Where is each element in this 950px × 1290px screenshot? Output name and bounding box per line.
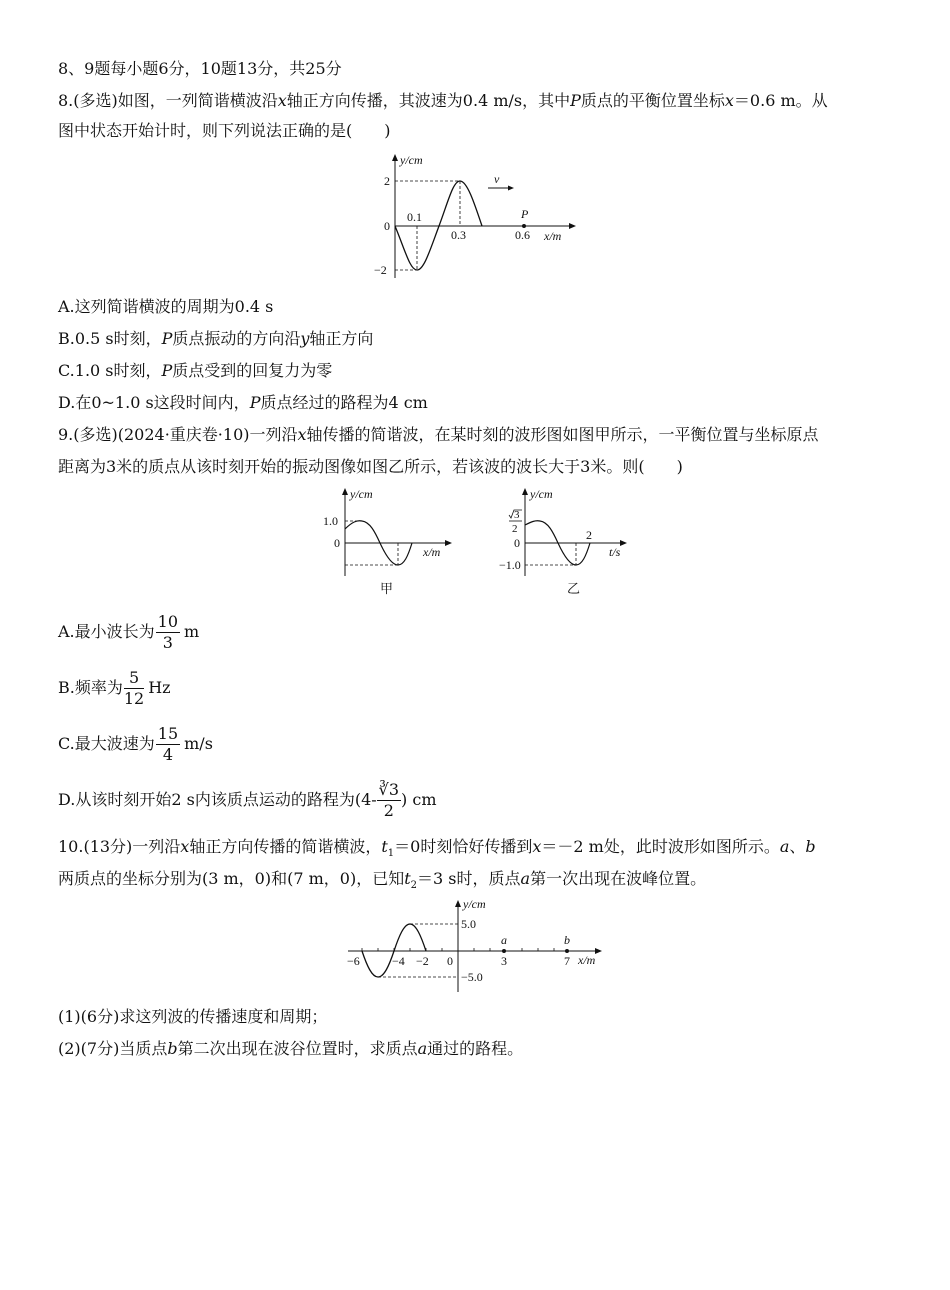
q9-option-d-num: ∛3 — [378, 780, 400, 799]
q10-stem-line2 — [58, 868, 706, 897]
q8-velocity-label: v — [494, 172, 500, 186]
q9a-caption: 甲 — [380, 581, 394, 596]
q10-stem2-a: 两质点的坐标分别为(3 m，0)和(7 m，0)，已知 — [58, 869, 405, 888]
q10-xtick-neg4: −4 — [392, 954, 405, 968]
q9-stem-b: 轴传播的简谐波，在某时刻的波形图如图甲所示，一平衡位置与坐标原点 — [306, 425, 819, 444]
q8-xlabel: x/m — [544, 229, 562, 243]
q9-option-c-den: 4 — [162, 745, 174, 764]
q9b-ylabel: y/cm — [530, 487, 553, 501]
q10-sub2-b: 第二次出现在波谷位置时，求质点 — [177, 1039, 418, 1058]
q9-option-a-num: 10 — [157, 612, 179, 631]
q10-wave-svg — [340, 896, 610, 996]
q10-sub2-a: (2)(7分)当质点 — [58, 1039, 168, 1058]
q10-stem-e: 、 — [789, 837, 806, 856]
q8-wave-figure — [360, 150, 580, 280]
q9b-ytick-zero: 0 — [514, 536, 520, 550]
q10-ytick-bottom: −5.0 — [461, 970, 483, 984]
q10-point-a — [502, 949, 506, 953]
q9-option-b-num: 5 — [124, 668, 144, 689]
q10-ytick-top: 5.0 — [461, 917, 476, 931]
q10-stem-b-point: b — [805, 837, 816, 856]
q8-stem-a: 8.(多选)如图，一列简谐横波沿 — [58, 91, 278, 110]
q10-sub1: (1)(6分)求这列波的传播速度和周期； — [58, 1007, 328, 1026]
q8-stem-p: P — [570, 91, 581, 110]
q10-xtick-neg2: −2 — [416, 954, 429, 968]
q9-option-b — [58, 666, 171, 710]
q9a-xlabel: x/m — [423, 545, 441, 559]
q8-option-c-b: 质点受到的回复力为零 — [172, 361, 333, 380]
q10-stem2-a-point: a — [520, 869, 531, 888]
q9-option-c-pre: C.最大波速为 — [58, 734, 155, 753]
q8-stem-x2: x — [724, 91, 734, 110]
q10-point-b-label: b — [564, 933, 570, 947]
q8-stem-line1 — [58, 90, 828, 112]
q10-ylabel: y/cm — [463, 897, 486, 911]
q10-stem-a-point: a — [779, 837, 790, 856]
q8-ytick-zero: 0 — [384, 219, 390, 233]
q9-option-a-unit: m — [184, 622, 200, 641]
q9-option-d — [58, 778, 437, 822]
q8-velocity-arrowhead — [508, 186, 514, 191]
q9b-caption: 乙 — [567, 581, 581, 596]
q10-xtick-7: 7 — [564, 954, 570, 968]
q8-stem-b: 轴正方向传播，其波速为0.4 m/s，其中 — [286, 91, 571, 110]
q9a-x-arrow — [445, 540, 452, 546]
q9b-ytick-bottom: −1.0 — [499, 558, 521, 572]
q9-option-a — [58, 610, 199, 654]
q10-sub2-a-point: a — [417, 1039, 428, 1058]
q10-wave-figure — [340, 896, 610, 996]
q8-xtick-2: 0.3 — [451, 228, 466, 242]
q9-stem-a: 9.(多选)(2024·重庆卷·10)一列沿 — [58, 425, 298, 444]
q8-y-arrow — [392, 154, 398, 161]
q8-option-b-y: y — [300, 329, 310, 348]
q9-option-c — [58, 722, 213, 766]
q8-option-b — [58, 328, 373, 350]
q8-option-c — [58, 360, 332, 382]
q8-ytick-top: 2 — [384, 174, 390, 188]
q9-option-b-den: 12 — [123, 689, 145, 708]
q8-option-a: A.这列简谐横波的周期为0.4 s — [58, 297, 274, 316]
q9-option-a-pre: A.最小波长为 — [58, 622, 155, 641]
q9-option-b-unit: Hz — [148, 678, 171, 697]
q8-option-d-a: D.在0~1.0 s这段时间内， — [58, 393, 250, 412]
q10-stem2-t2: t — [404, 869, 411, 888]
q9b-xtick: 2 — [586, 528, 592, 542]
q9-option-b-pre: B.频率为 — [58, 678, 123, 697]
q9a-ytick-zero: 0 — [334, 536, 340, 550]
q8-stem-x: x — [277, 91, 287, 110]
q9-figure-b-svg — [495, 484, 640, 602]
q9-figure-b — [495, 484, 640, 602]
q10-xlabel: x/m — [578, 953, 596, 967]
q8-option-b-c: 轴正方向 — [309, 329, 374, 348]
q9-option-d-fraction — [377, 780, 401, 821]
q10-stem-b: 轴正方向传播的简谐横波， — [189, 837, 382, 856]
q8-ytick-bottom: −2 — [374, 263, 387, 277]
q8-option-b-a: B.0.5 s时刻， — [58, 329, 162, 348]
q10-y-arrow — [455, 900, 461, 907]
q10-point-b — [565, 949, 569, 953]
q10-sub2-c: 通过的路程。 — [427, 1039, 524, 1058]
q8-point-p — [522, 224, 526, 228]
q8-option-d — [58, 392, 428, 414]
q8-ylabel: y/cm — [400, 153, 423, 167]
q10-point-a-label: a — [501, 933, 507, 947]
q9-option-d-den: 2 — [383, 801, 394, 820]
q9b-ytick-root: 3 — [514, 509, 520, 521]
q10-stem2-c: 第一次出现在波峰位置。 — [530, 869, 707, 888]
q8-stem-line2: 图中状态开始计时，则下列说法正确的是( ) — [58, 121, 391, 140]
q8-option-c-a: C.1.0 s时刻， — [58, 361, 162, 380]
q10-stem-t1: t — [381, 837, 388, 856]
q8-option-b-b: 质点振动的方向沿 — [172, 329, 301, 348]
q9-stem-x: x — [297, 425, 307, 444]
q9b-x-arrow — [620, 540, 627, 546]
q10-sub2 — [58, 1038, 523, 1060]
q9-option-c-num: 15 — [157, 724, 179, 743]
q10-stem-c: ＝0时刻恰好传播到 — [394, 837, 533, 856]
q9-option-c-fraction — [156, 724, 180, 765]
section-header: 8、9题每小题6分，10题13分，共25分 — [58, 59, 342, 78]
q10-xtick-zero: 0 — [447, 954, 453, 968]
q9a-ytick-top: 1.0 — [323, 514, 338, 528]
q8-option-b-p: P — [161, 329, 173, 348]
q8-point-p-label: P — [521, 207, 529, 221]
q9a-ylabel: y/cm — [350, 487, 373, 501]
q9-option-a-den: 3 — [162, 633, 173, 652]
q9-stem-line1 — [58, 424, 819, 446]
q9-option-a-fraction — [156, 612, 180, 653]
q10-stem-a: 10.(13分)一列沿 — [58, 837, 181, 856]
q9b-y-arrow — [522, 488, 528, 495]
q10-stem-line1 — [58, 836, 816, 865]
q9-option-c-unit: m/s — [184, 734, 213, 753]
q10-xtick-3: 3 — [501, 954, 507, 968]
q9b-xlabel: t/s — [609, 545, 621, 559]
q8-stem-c: 质点的平衡位置坐标 — [580, 91, 725, 110]
q10-stem2-b: ＝3 s时，质点 — [417, 869, 521, 888]
q8-xtick-3: 0.6 — [515, 228, 530, 242]
q8-option-d-p: P — [249, 393, 261, 412]
q8-x-arrow — [569, 223, 576, 229]
q9-figure-a-svg — [320, 484, 455, 602]
q10-stem-x: x — [180, 837, 190, 856]
q9b-ytick-den: 2 — [512, 523, 518, 535]
q8-option-c-p: P — [161, 361, 173, 380]
q8-xtick-1: 0.1 — [407, 210, 422, 224]
q9a-y-arrow — [342, 488, 348, 495]
q10-x-arrow — [595, 948, 602, 954]
q10-xtick-neg6: −6 — [347, 954, 360, 968]
q9-option-d-pre: D.从该时刻开始2 s内该质点运动的路程为(4- — [58, 790, 377, 809]
q9-option-d-unit: ) cm — [401, 790, 437, 809]
q10-stem2-t2-sub: 2 — [410, 880, 418, 892]
q9-stem-line2: 距离为3米的质点从该时刻开始的振动图像如图乙所示，若该波的波长大于3米。则( ) — [58, 457, 683, 476]
q10-stem-x2: x — [532, 837, 542, 856]
q9-option-b-fraction — [124, 668, 144, 709]
q8-option-d-b: 质点经过的路程为4 cm — [260, 393, 428, 412]
q10-stem-d: ＝－2 m处，此时波形如图所示。 — [541, 837, 780, 856]
q8-wave-svg — [360, 150, 580, 280]
q10-sub2-b-point: b — [167, 1039, 178, 1058]
q10-stem-t1-sub: 1 — [387, 848, 395, 860]
q8-stem-d: ＝0.6 m。从 — [733, 91, 828, 110]
q9-figure-a — [320, 484, 455, 602]
